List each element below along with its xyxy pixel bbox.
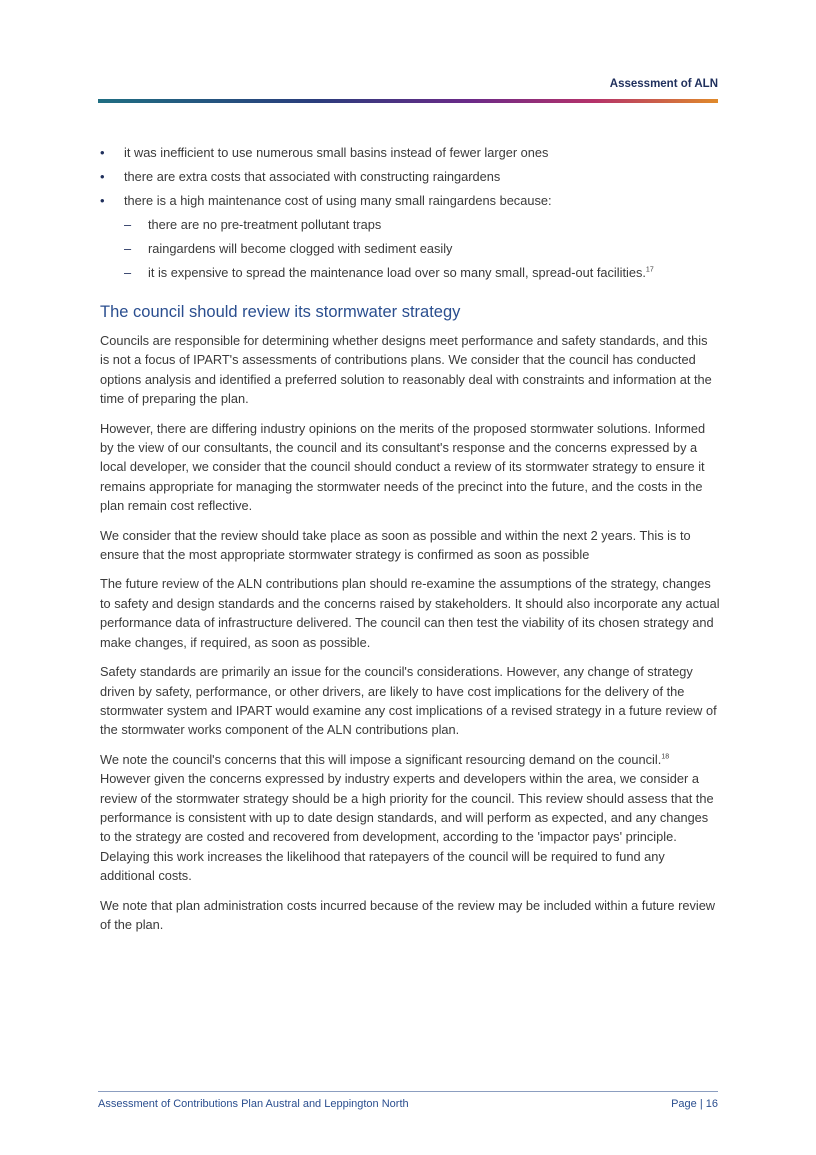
section-heading: The council should review its stormwater strategy [100,303,461,321]
sub-bullet-text: it is expensive to spread the maintenance load over so many small, spread-out facilities. [148,265,646,280]
bullet-text: there is a high maintenance cost of using many small raingardens because: [124,193,552,208]
sub-bullet-text: raingardens will become clogged with sediment easily [148,241,453,256]
body-paragraph: Safety standards are primarily an issue for the council's considerations. However, any change of strategy driven by safety, performance, or other drivers, are likely to have cost implications for the delivery of the stormwater system and IPART would examine any cost implications of a revised strategy in a future review of the stormwater works component of the ALN contributions plan. [100,664,717,738]
dash-icon: – [124,265,132,280]
sub-bullet-text: there are no pre-treatment pollutant traps [148,217,382,232]
bullet-text: there are extra costs that associated with constructing raingardens [124,169,501,184]
sub-bullet-list [124,216,720,281]
dash-icon: – [124,217,132,232]
body-paragraph: Councils are responsible for determining whether designs meet performance and safety standards, and this is not a focus of IPART's assessments of contributions plans. We consider that the council has conducted options analysis and identified a preferred solution to reasonably deal with constraints and information at the time of preparing the plan. [100,333,712,407]
bullet-icon: • [100,145,105,160]
bullet-text: it was inefficient to use numerous small basins instead of fewer larger ones [124,145,549,160]
list-item [100,192,720,281]
body-paragraph: We note that plan administration costs incurred because of the review may be included within a future review of the plan. [100,897,716,932]
dash-icon: – [124,241,132,256]
footnote-marker[interactable]: 18 [661,753,670,761]
footer-page-number: Page | 16 [671,1098,718,1110]
page-content [100,144,720,944]
body-paragraph: However, there are differing industry opinions on the merits of the proposed stormwater solutions. Informed by the view of our consultants, the council and its consultant's response and the concerns expressed by a local developer, we consider that the council should conduct a review of its stormwater strategy to ensure it remains appropriate for managing the stormwater needs of the precinct into the future, and the costs in the plan remain cost reflective. [100,420,706,514]
paragraph-text: However given the concerns expressed by industry experts and developers within the area, we consider a review of the stormwater strategy should be a high priority for the council. This review should assess that the performance is consistent with up to date design standards, and will perform as expected, and any changes to the strategy are costed and recovered from development, according to the 'impactor pays' principle. Delaying this work increases the likelihood that ratepayers of the council will be required to fund any additional costs. [100,771,714,884]
body-paragraph: The future review of the ALN contributions plan should re-examine the assumptions of the strategy, changes to safety and design standards and the concerns raised by stakeholders. It should also incorporate any actual performance data of infrastructure delivered. The council can then test the viability of its chosen strategy and make changes, if required, as soon as possible. [100,576,720,650]
footer-divider [98,1091,718,1092]
footnote-marker[interactable]: 17 [645,266,654,274]
body-paragraph-with-footnote [100,750,720,886]
bullet-list [100,144,720,281]
list-item [100,168,720,185]
paragraph-text: We note the council's concerns that this will impose a significant resourcing demand on the council. [100,751,662,767]
running-header-title: Assessment of ALN [609,78,718,90]
bullet-icon: • [100,193,105,208]
header-gradient-rule [98,99,718,103]
bullet-icon: • [100,169,105,184]
sub-list-item [124,264,720,281]
list-item [100,144,720,161]
body-paragraph: We consider that the review should take place as soon as possible and within the next 2 years. This is to ensure that the most appropriate stormwater strategy is confirmed as soon as possible [100,527,691,563]
sub-list-item [124,216,720,233]
sub-list-item [124,240,720,257]
footer-document-title: Assessment of Contributions Plan Austral and Leppington North [98,1098,409,1110]
